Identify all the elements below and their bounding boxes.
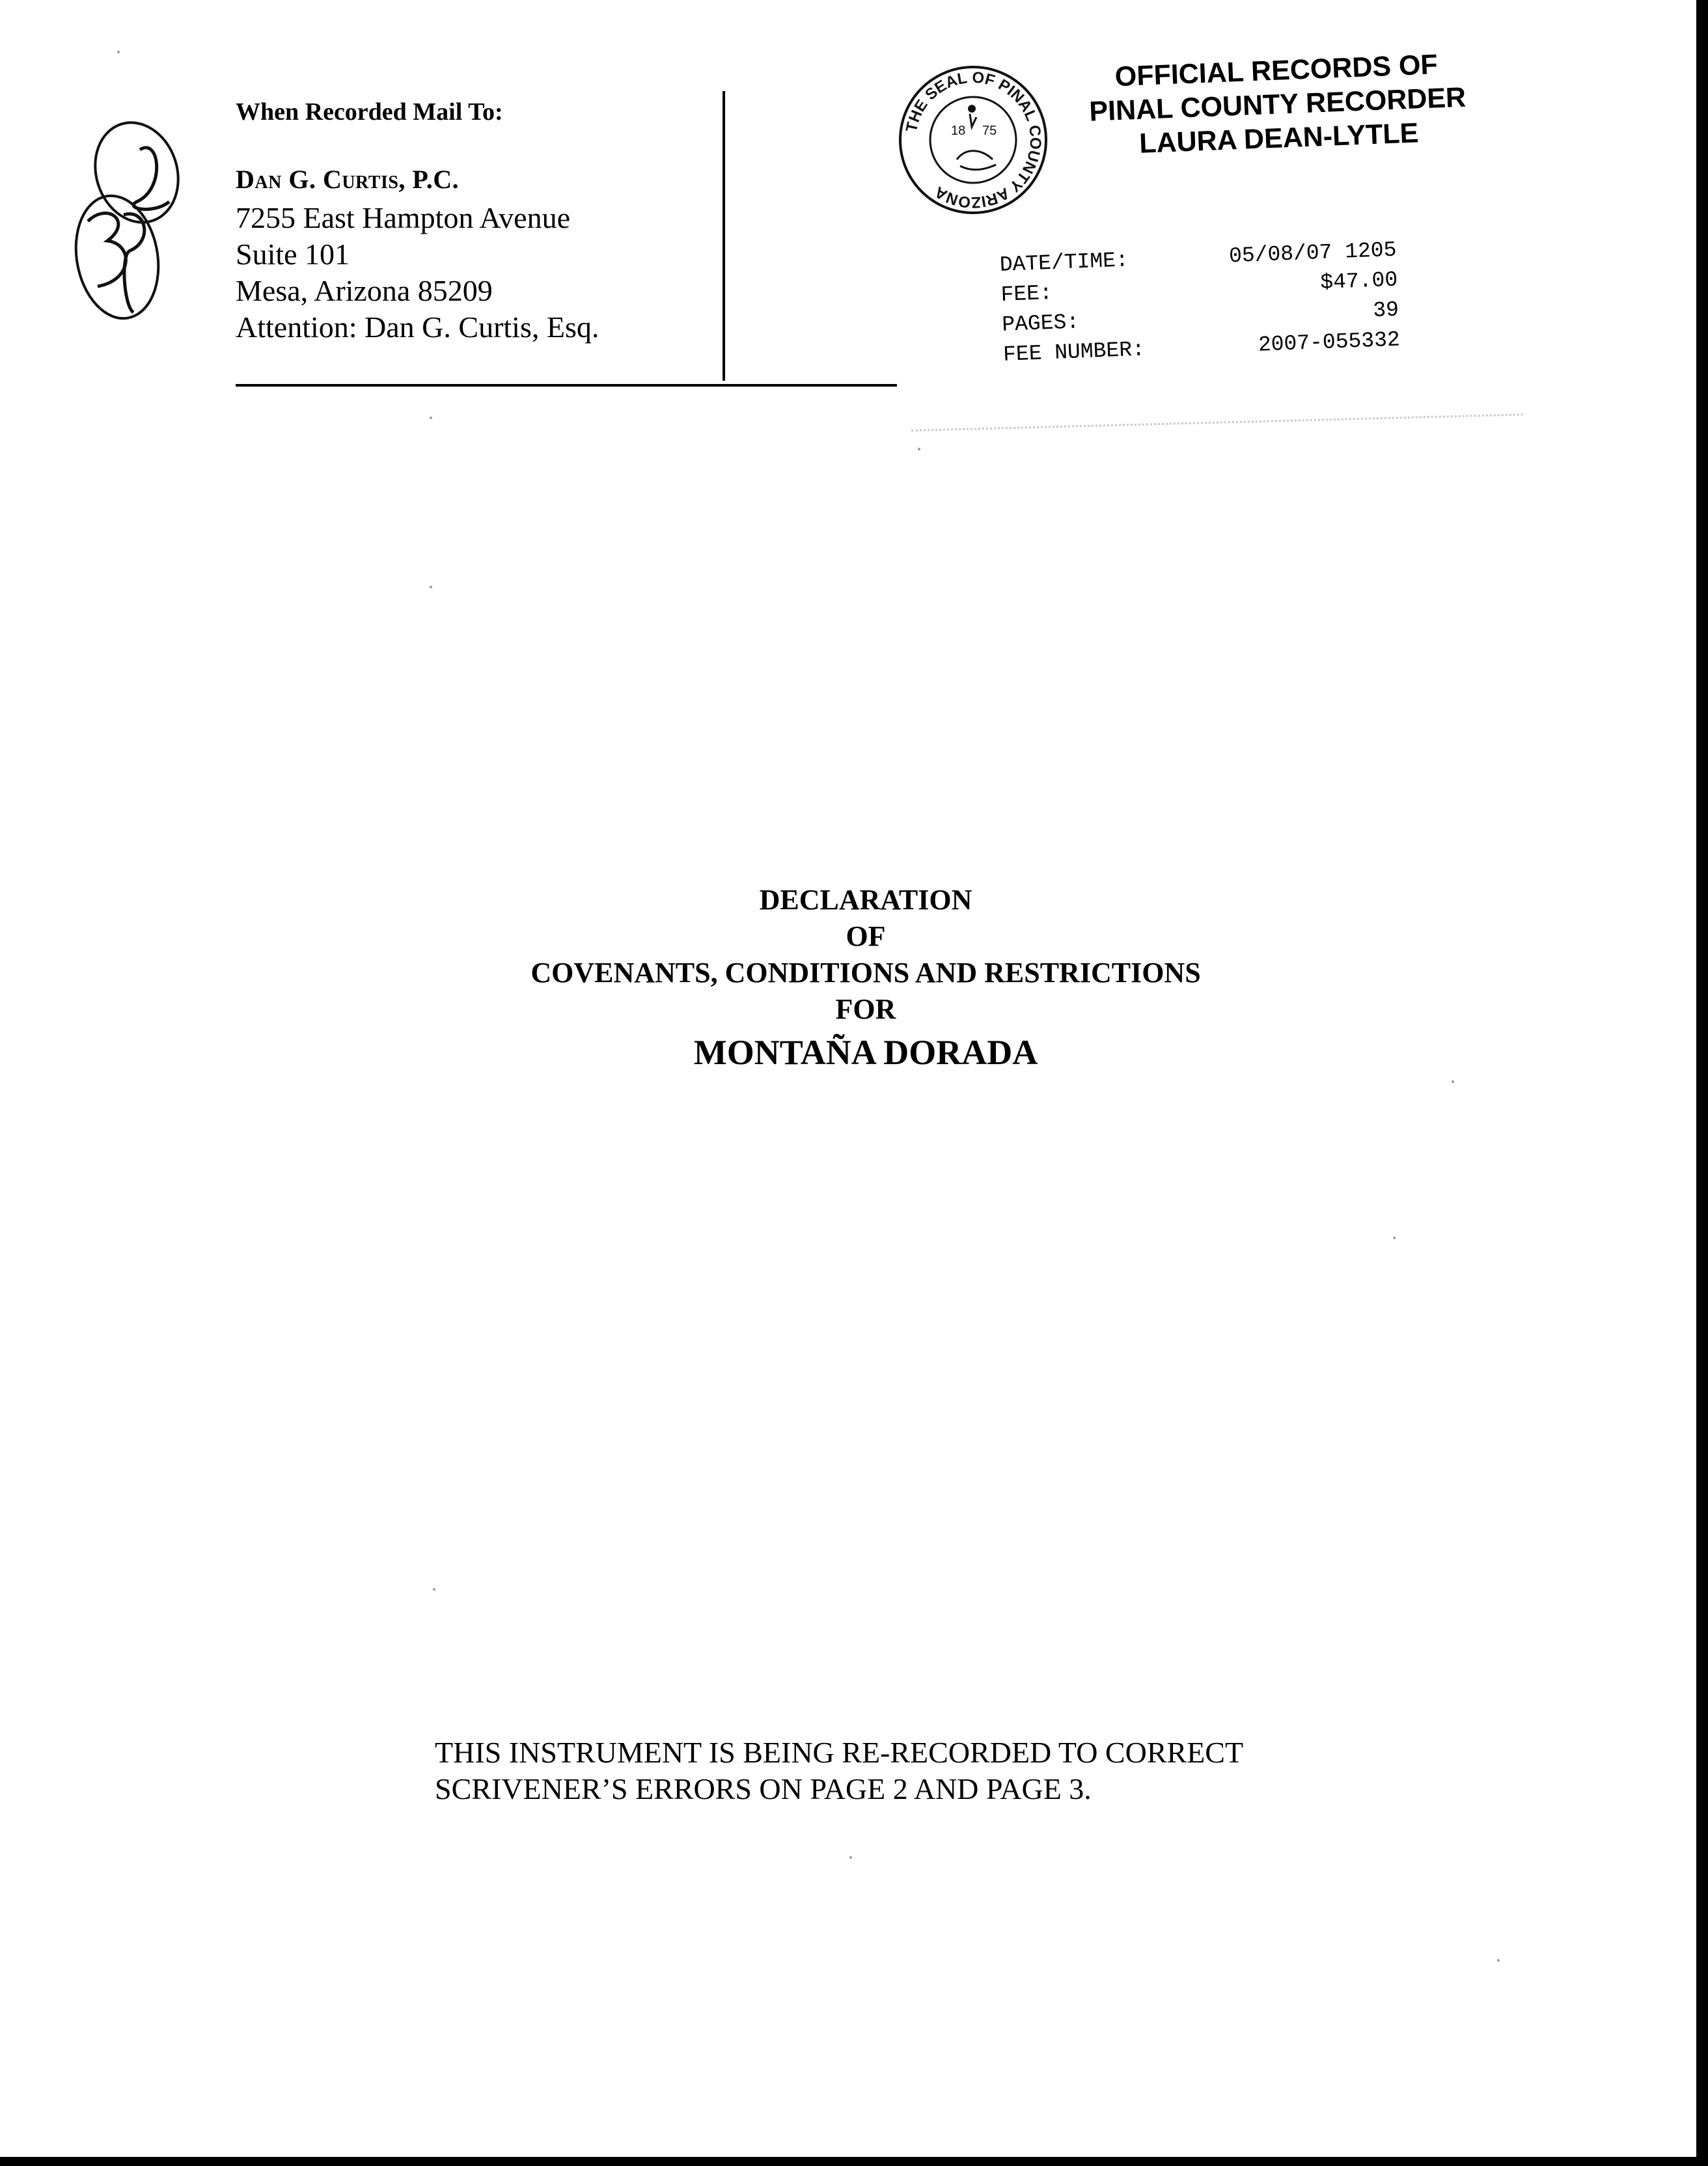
recording-value: 39 <box>1372 297 1399 323</box>
scan-speck <box>1452 1080 1454 1083</box>
recording-label: PAGES: <box>1001 310 1080 337</box>
recording-label: FEE: <box>1000 281 1053 307</box>
county-seal-icon <box>895 62 1051 218</box>
title-line-3: COVENANTS, CONDITIONS AND RESTRICTIONS <box>530 957 1201 989</box>
title-line-2: OF <box>846 920 886 952</box>
seal-year-right: 75 <box>982 124 997 138</box>
recording-label: FEE NUMBER: <box>1002 337 1146 367</box>
scan-speck <box>849 1856 852 1859</box>
address-street: 7255 East Hampton Avenue <box>236 201 570 234</box>
seal-year-left: 18 <box>951 124 966 138</box>
mail-to-block <box>236 98 717 346</box>
title-line-5: MONTAÑA DORADA <box>693 1033 1038 1072</box>
address-attention: Attention: Dan G. Curtis, Esq. <box>236 310 599 344</box>
horizontal-divider <box>236 384 897 387</box>
address-suite: Suite 101 <box>236 238 350 271</box>
scan-edge-bottom <box>0 2157 1708 2166</box>
address-city: Mesa, Arizona 85209 <box>236 274 493 307</box>
recorder-line-3: LAURA DEAN-LYTLE <box>1138 117 1420 159</box>
faint-scan-line <box>911 413 1523 433</box>
re-recording-note <box>435 1734 1411 1807</box>
title-line-4: FOR <box>835 993 896 1025</box>
scan-edge-right <box>1696 0 1708 2166</box>
scan-speck <box>430 586 432 588</box>
recording-info <box>999 236 1401 370</box>
vertical-divider <box>723 91 725 381</box>
firm-name: Dan G. Curtis, P.C. <box>236 165 460 194</box>
scan-speck <box>918 448 920 450</box>
svg-text:THE SEAL OF PINAL COUNTY ARIZO <box>903 69 1045 212</box>
recorder-line-1: OFFICIAL RECORDS OF <box>1114 49 1439 93</box>
title-line-1: DECLARATION <box>759 884 972 916</box>
note-line-2: SCRIVENER’S ERRORS ON PAGE 2 AND PAGE 3. <box>435 1772 1092 1805</box>
scan-speck <box>117 51 120 53</box>
recording-value: $47.00 <box>1319 267 1398 295</box>
seal-ring-text: THE SEAL OF PINAL COUNTY ARIZONA <box>902 68 1045 212</box>
mail-to-heading: When Recorded Mail To: <box>236 98 503 126</box>
handwritten-page-count-mark <box>62 111 186 345</box>
note-line-1: THIS INSTRUMENT IS BEING RE-RECORDED TO CORRECT <box>435 1736 1244 1769</box>
document-title <box>0 882 1708 1076</box>
recording-value: 05/08/07 1205 <box>1228 238 1398 269</box>
scan-speck <box>1497 1959 1500 1962</box>
recording-label: DATE/TIME: <box>999 248 1129 277</box>
recorder-line-2: PINAL COUNTY RECORDER <box>1088 81 1467 128</box>
scan-speck <box>430 417 432 419</box>
recorder-stamp <box>1068 46 1488 163</box>
recording-value: 2007-055332 <box>1258 327 1401 357</box>
scan-speck <box>433 1588 435 1591</box>
scan-speck <box>1393 1237 1396 1239</box>
